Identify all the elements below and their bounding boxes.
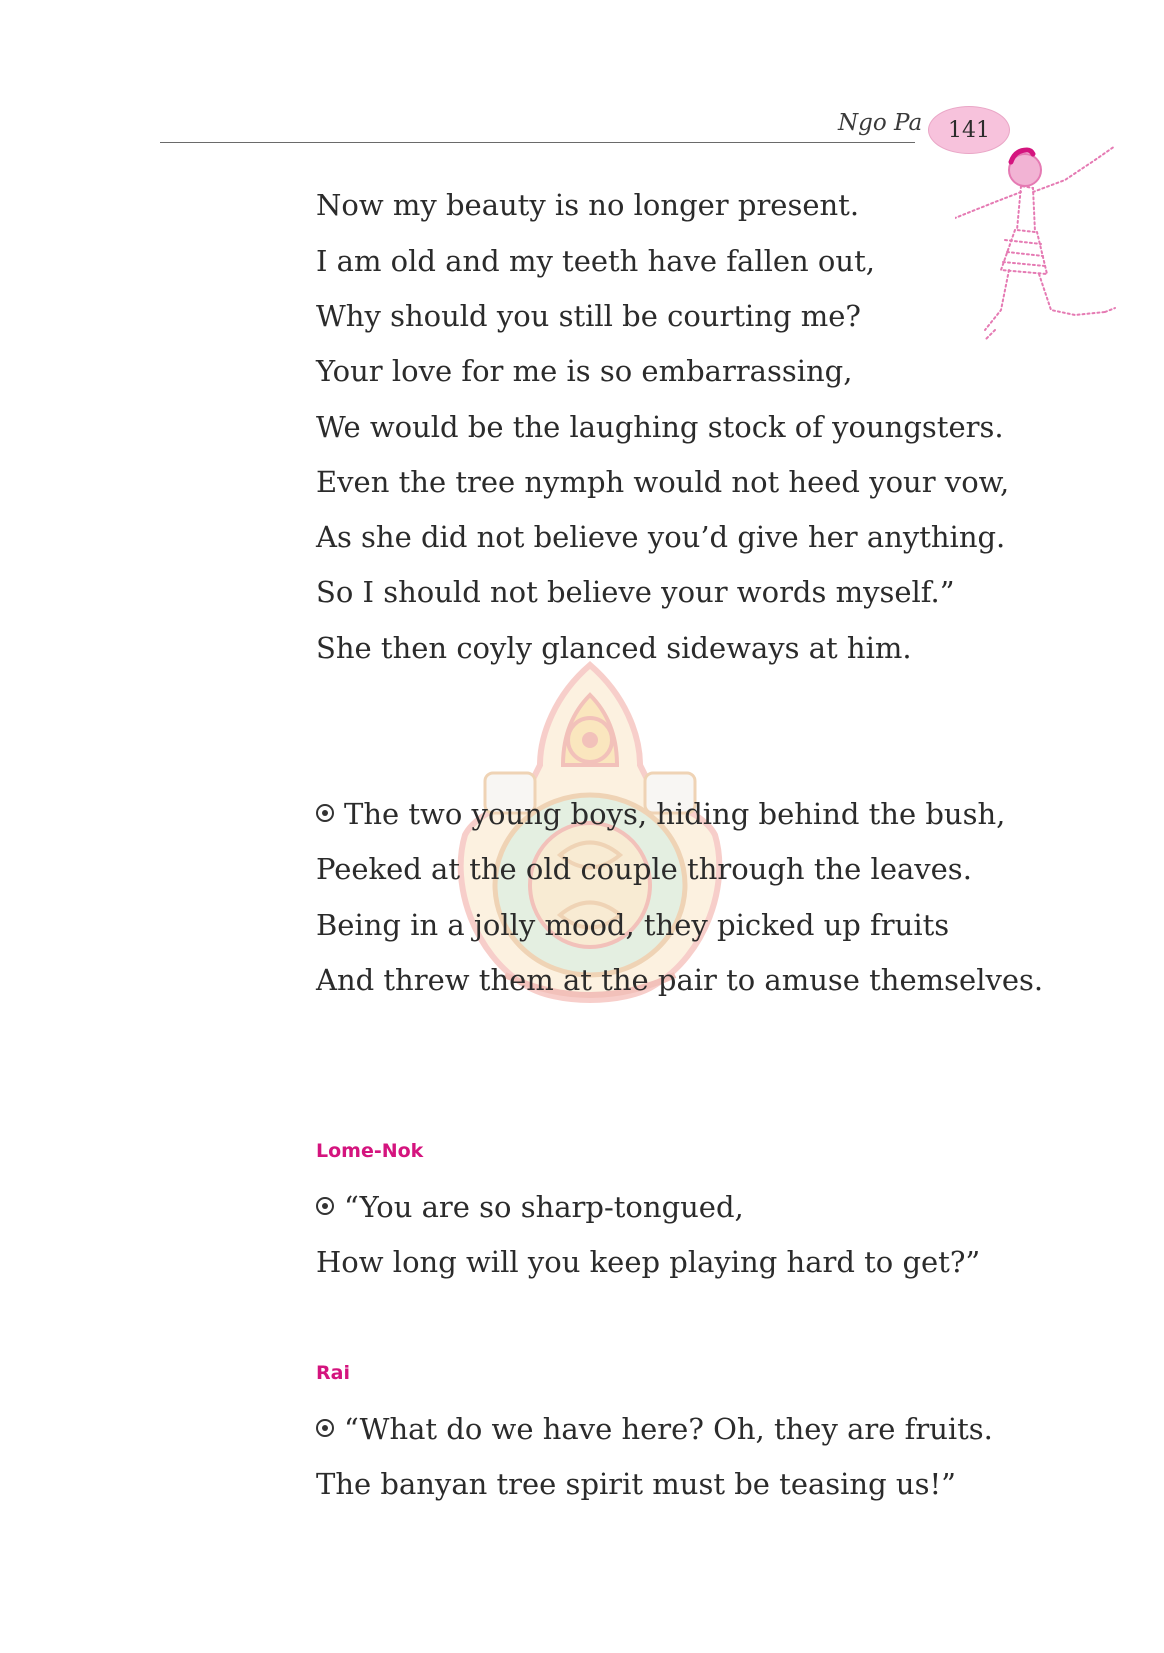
verse-line: Your love for me is so embarrassing, bbox=[316, 354, 853, 388]
verse-line: Even the tree nymph would not heed your vow, bbox=[316, 465, 1010, 499]
verse-line: Peeked at the old couple through the leaves. bbox=[316, 852, 972, 886]
speaker-name: Rai bbox=[316, 1362, 350, 1384]
verse-text: The two young boys, hiding behind the bush, bbox=[344, 797, 1006, 831]
verse-line bbox=[316, 1190, 744, 1224]
verse-line: The banyan tree spirit must be teasing us!” bbox=[316, 1467, 956, 1501]
fisheye-bullet-icon bbox=[316, 804, 334, 822]
verse-line: Being in a jolly mood, they picked up fruits bbox=[316, 908, 950, 942]
fisheye-bullet-icon bbox=[316, 1419, 334, 1437]
verse-line bbox=[316, 797, 1005, 831]
verse-line: Now my beauty is no longer present. bbox=[316, 188, 860, 222]
verse-line: And threw them at the pair to amuse themselves. bbox=[316, 963, 1044, 997]
verse-line: I am old and my teeth have fallen out, bbox=[316, 244, 875, 278]
fisheye-bullet-icon bbox=[316, 1197, 334, 1215]
verse-line: How long will you keep playing hard to get?” bbox=[316, 1245, 981, 1279]
verse-text: “You are so sharp-tongued, bbox=[344, 1190, 744, 1224]
verse-line: Why should you still be courting me? bbox=[316, 299, 861, 333]
verse-line: She then coyly glanced sideways at him. bbox=[316, 631, 912, 665]
speaker-name: Lome-Nok bbox=[316, 1140, 424, 1162]
verse-line: So I should not believe your words myself.” bbox=[316, 575, 955, 609]
header-rule bbox=[160, 142, 915, 143]
verse-text: “What do we have here? Oh, they are fruits. bbox=[344, 1412, 993, 1446]
page-number: 141 bbox=[948, 117, 990, 143]
verse-line bbox=[316, 1412, 993, 1446]
verse-line: We would be the laughing stock of youngsters. bbox=[316, 410, 1004, 444]
dancer-illustration bbox=[955, 140, 1125, 345]
verse-line: As she did not believe you’d give her anything. bbox=[316, 520, 1006, 554]
running-title: Ngo Pa bbox=[838, 110, 923, 136]
